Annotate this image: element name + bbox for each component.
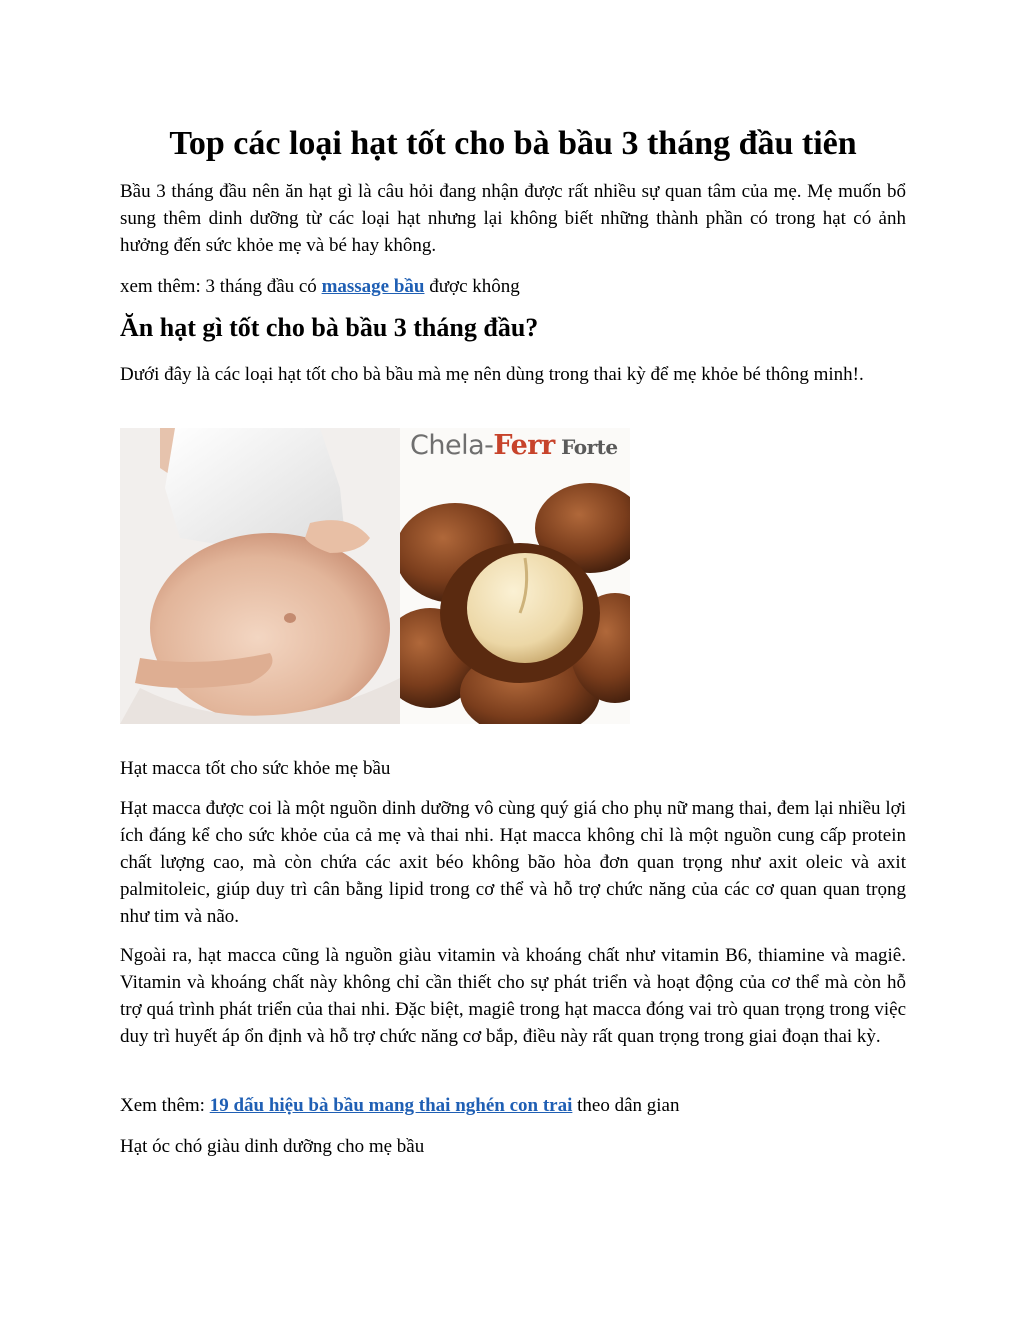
macca-paragraph-1: Hạt macca được coi là một nguồn dinh dưỡng vô cùng quý giá cho phụ nữ mang thai, đem lại nhiều lợi ích đáng kể cho sức khỏe của cả mẹ và thai nhi. Hạt macca không chỉ là một nguồn cung cấp protein chất lượng cao, mà còn chứa các axit béo không bão hòa đơn quan trọng như axit oleic và axit palmitoleic, giúp duy trì cân bằng lipid trong cơ thể và hỗ trợ chức năng của các cơ quan quan trọng như tim và não. [120, 798, 906, 927]
see-also-line-2 [120, 1092, 906, 1119]
see-also-line-1 [120, 273, 906, 300]
macadamia-nuts-illustration [400, 428, 630, 724]
pregnant-woman-illustration [120, 428, 400, 724]
macca-paragraph-2: Ngoài ra, hạt macca cũng là nguồn giàu vitamin và khoáng chất như vitamin B6, thiamine và magiê. Vitamin và khoáng chất này không chỉ cần thiết cho sự phát triển và hoạt động của cơ thể mà còn hỗ trợ quá trình phát triển của thai nhi. Đặc biệt, magiê trong hạt macca đóng vai trò quan trọng trong việc duy trì huyết áp ổn định và hỗ trợ chức năng cơ bắp, điều này rất quan trọng trong giai đoạn thai kỳ. [120, 945, 906, 1047]
section-intro-paragraph: Dưới đây là các loại hạt tốt cho bà bầu mà mẹ nên dùng trong thai kỳ để mẹ khỏe bé thông minh!. [120, 364, 864, 385]
section-heading: Ăn hạt gì tốt cho bà bầu 3 tháng đầu? [120, 313, 539, 342]
see-also-1-suffix: được không [424, 276, 520, 297]
macca-caption: Hạt macca tốt cho sức khỏe mẹ bầu [120, 758, 391, 779]
see-also-2-prefix: Xem thêm: [120, 1095, 210, 1116]
see-also-1-prefix: xem thêm: 3 tháng đầu có [120, 276, 322, 297]
pregnant-woman-photo [120, 428, 400, 724]
brand-logo: Chela-Ferr Forte [410, 430, 618, 461]
intro-paragraph: Bầu 3 tháng đầu nên ăn hạt gì là câu hỏi đang nhận được rất nhiều sự quan tâm của mẹ. Mẹ muốn bổ sung thêm dinh dưỡng từ các loại hạt nhưng lại không biết những thành phần có trong hạt có ảnh hưởng đến sức khỏe mẹ và bé hay không. [120, 181, 906, 256]
dau-hieu-con-trai-link[interactable]: 19 dấu hiệu bà bầu mang thai nghén con trai [209, 1095, 573, 1116]
see-also-2-suffix: theo dân gian [572, 1095, 680, 1116]
walnut-caption: Hạt óc chó giàu dinh dưỡng cho mẹ bầu [120, 1136, 425, 1157]
article-image [120, 428, 630, 724]
massage-bau-link[interactable]: massage bầu [321, 276, 425, 297]
macadamia-nuts-photo [400, 428, 630, 724]
page-title: Top các loại hạt tốt cho bà bầu 3 tháng đầu tiên [169, 125, 857, 162]
